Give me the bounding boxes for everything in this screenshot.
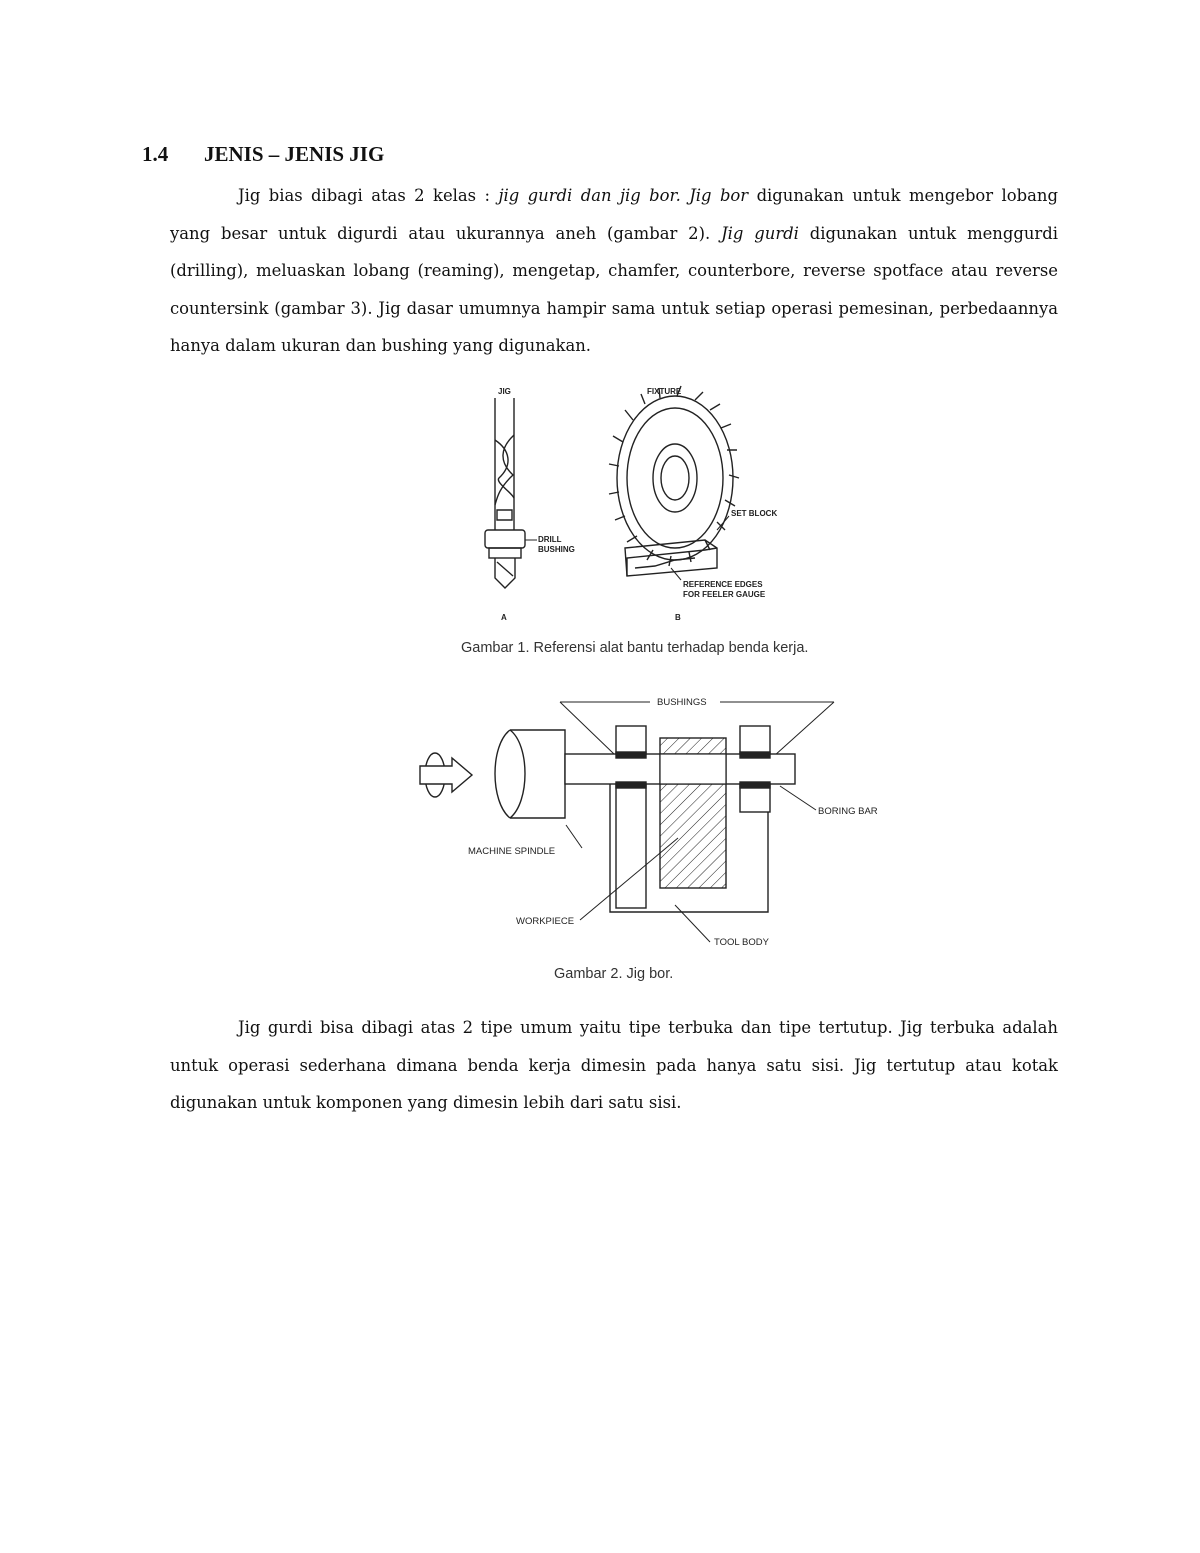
- paragraph-2-line-2: untuk operasi sederhana dimana benda kerja dimesin pada hanya satu sisi. Jig tertutup atau kotak: [170, 1055, 1058, 1075]
- paragraph-1-line-2: [170, 215, 1058, 253]
- paragraph-1: [170, 177, 1058, 365]
- milling-cutter-icon: [609, 386, 739, 566]
- label-bushings: BUSHINGS: [657, 697, 707, 708]
- drill-bit-icon: [485, 398, 525, 588]
- label-b: B: [675, 613, 681, 622]
- figure-1-caption: Gambar 1. Referensi alat bantu terhadap benda kerja.: [461, 640, 809, 656]
- label-set-block: SET BLOCK: [731, 509, 778, 518]
- section-number: 1.4: [142, 142, 169, 166]
- italic-text: .: [675, 186, 681, 205]
- figure-2-caption: Gambar 2. Jig bor.: [554, 966, 674, 982]
- text-run: yang besar untuk digurdi atau ukurannya aneh (gambar 2).: [170, 223, 711, 243]
- label-boring-bar: BORING BAR: [818, 806, 878, 817]
- paragraph-2-line-1: Jig gurdi bisa dibagi atas 2 tipe umum yaitu tipe terbuka dan tipe tertutup. Jig terbuka adalah: [238, 1018, 1058, 1037]
- rotation-arrow-icon: [420, 753, 472, 797]
- figure-2-drawing: [410, 690, 900, 955]
- figure-2: [410, 690, 900, 955]
- italic-text: jig gurdi dan jig bor: [498, 186, 676, 205]
- italic-text: Jig gurdi: [721, 223, 799, 243]
- paragraph-2-line-3: digunakan untuk komponen yang dimesin lebih dari satu sisi.: [170, 1093, 682, 1112]
- label-a: A: [501, 613, 507, 622]
- figure-1-drawing: [455, 380, 815, 625]
- paragraph-1-line-5: hanya dalam ukuran dan bushing yang digunakan.: [170, 336, 591, 355]
- figure-1: [455, 380, 815, 625]
- label-machine-spindle: MACHINE SPINDLE: [468, 846, 556, 857]
- text-run: digunakan untuk menggurdi: [809, 223, 1058, 243]
- label-drill: DRILL: [538, 535, 562, 544]
- italic-text: Jig bor: [689, 186, 749, 205]
- section-title: JENIS – JENIS JIG: [204, 142, 385, 166]
- paragraph-1-line-1: [170, 177, 1058, 215]
- paragraph-1-line-3: (drilling), meluaskan lobang (reaming), mengetap, chamfer, counterbore, reverse spotface atau reverse: [170, 261, 1058, 280]
- label-bushing: BUSHING: [538, 545, 575, 554]
- label-reference-edges: REFERENCE EDGES: [683, 580, 763, 589]
- paragraph-1-line-4: countersink (gambar 3). Jig dasar umumnya hampir sama untuk setiap operasi pemesinan, perbedaannya: [170, 298, 1058, 318]
- machine-spindle-icon: [495, 730, 565, 818]
- label-jig: JIG: [498, 387, 511, 396]
- paragraph-2: [170, 1009, 1058, 1122]
- label-fixture: FIXTURE: [647, 387, 682, 396]
- label-workpiece: WORKPIECE: [516, 916, 575, 927]
- label-tool-body: TOOL BODY: [714, 937, 769, 948]
- text-run: Jig bias dibagi atas 2 kelas :: [238, 186, 491, 205]
- label-feeler-gauge: FOR FEELER GAUGE: [683, 590, 766, 599]
- text-run: digunakan untuk mengebor lobang: [756, 186, 1058, 205]
